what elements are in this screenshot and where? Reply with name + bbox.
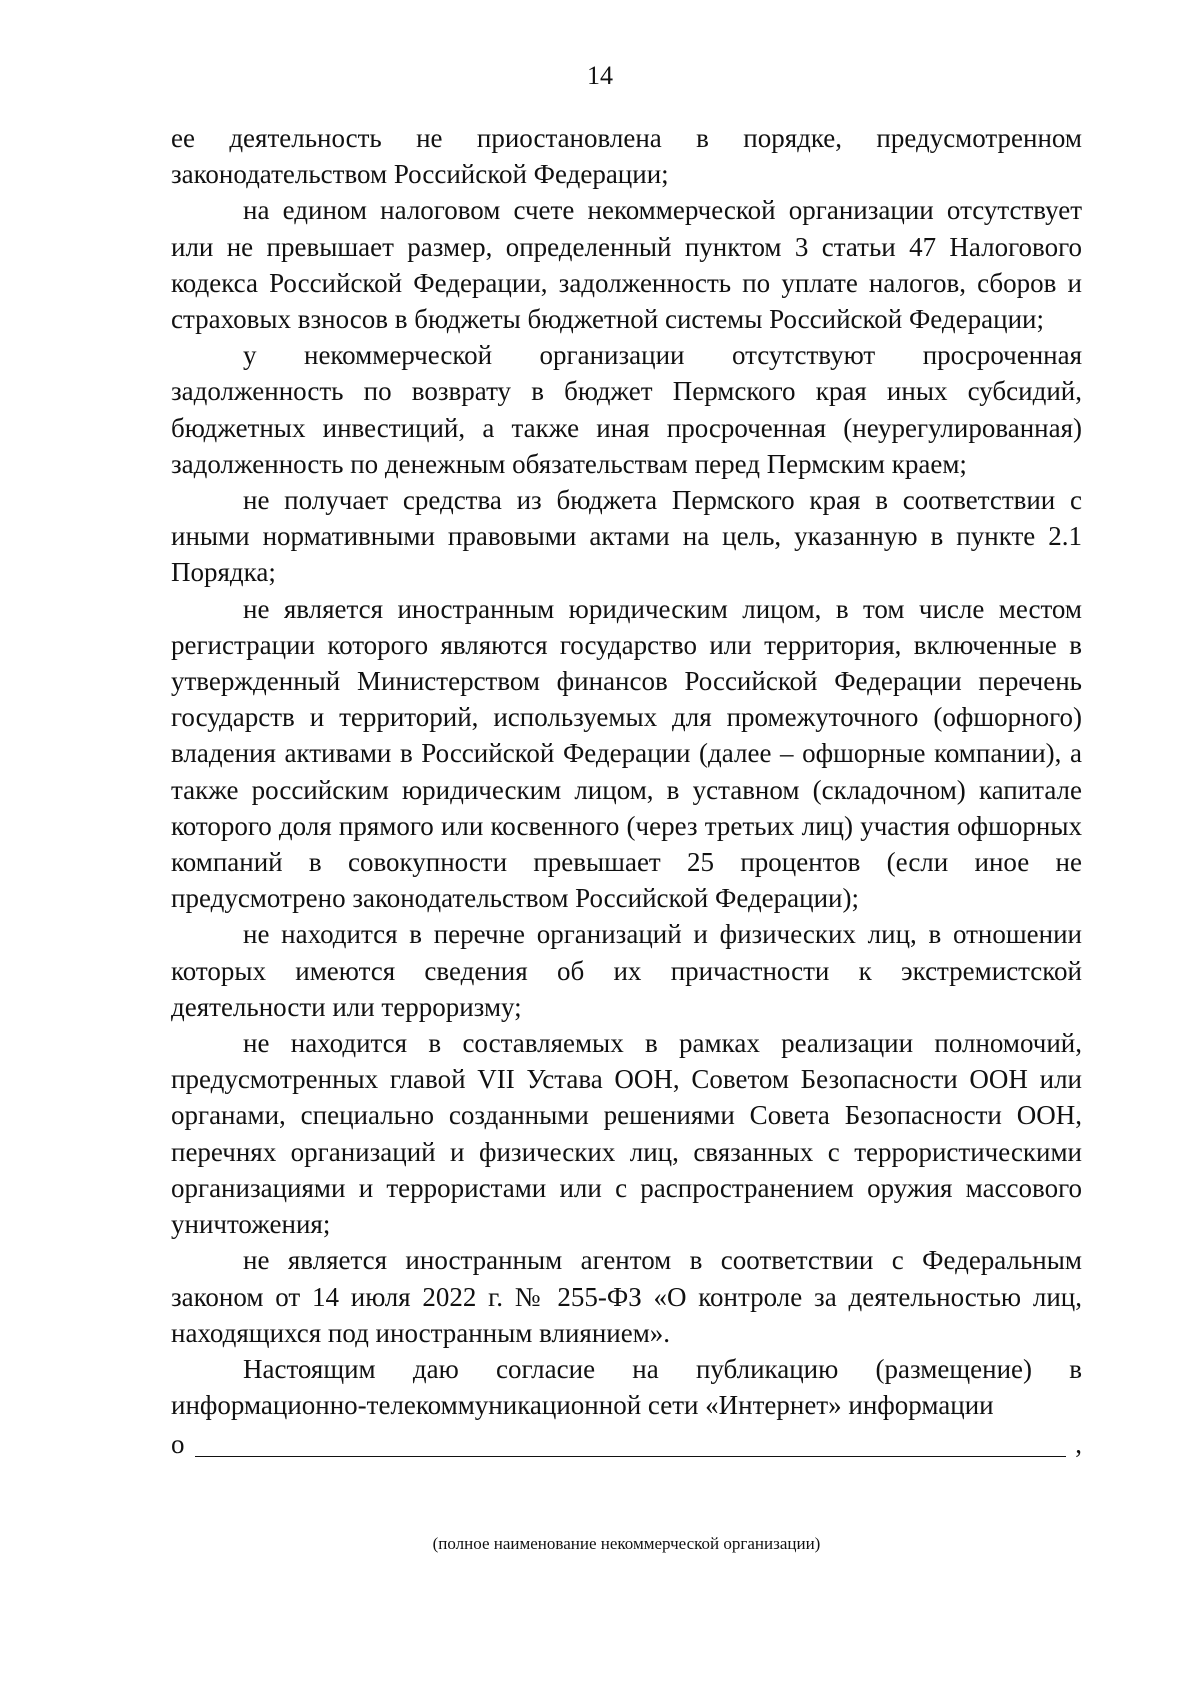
paragraph-4: не получает средства из бюджета Пермского края в соответствии с иными нормативными правовыми актами на цель, указанную в пункте 2.1 Порядка; xyxy=(171,485,1082,588)
blank-caption: (полное наименование некоммерческой организации) xyxy=(432,1534,821,1553)
blank-suffix: , xyxy=(1075,1429,1082,1460)
paragraph-5: не является иностранным юридическим лицом, в том числе местом регистрации которого являются государство или территория, включенные в утвержденный Министерством финансов Российской Федерации перечень государств и территорий, используемых для промежуточного (офшорного) владения активами в Российской Федерации (далее – офшорные компании), а также российским юридическим лицом, в уставном (складочном) капитале которого доля прямого или косвенного (через третьих лиц) участия офшорных компаний в совокупности превышает 25 процентов (если иное не предусмотрено законодательством Российской Федерации); xyxy=(171,593,1082,914)
paragraph-2: на едином налоговом счете некоммерческой организации отсутствует или не превышает размер, определенный пунктом 3 статьи 47 Налогового кодекса Российской Федерации, задолженность по уплате налогов, сборов и страховых взносов в бюджеты бюджетной системы Российской Федерации; xyxy=(171,195,1082,335)
page-number: 14 xyxy=(587,61,613,90)
document-body xyxy=(171,120,1082,1459)
blank-prefix: о xyxy=(171,1429,185,1460)
paragraph-3: у некоммерческой организации отсутствуют просроченная задолженность по возврату в бюджет Пермского края иных субсидий, бюджетных инвестиций, а также иная просроченная (неурегулированная) задолженность по денежным обязательствам перед Пермским краем; xyxy=(171,340,1082,479)
fill-in-line xyxy=(195,1434,1066,1457)
organization-name-blank xyxy=(171,1427,1082,1459)
paragraph-7: не находится в составляемых в рамках реализации полномочий, предусмотренных главой VII Устава ООН, Советом Безопасности ООН или органами, специально созданными решениями Совета Безопасности ООН, перечнях организаций и физических лиц, связанных с террористическими организациями и террористами или с распространением оружия массового уничтожения; xyxy=(171,1028,1082,1240)
paragraph-9: Настоящим даю согласие на публикацию (размещение) в информационно-телекоммуникационной сети «Интернет» информации xyxy=(171,1353,1082,1421)
paragraph-8: не является иностранным агентом в соответствии с Федеральным законом от 14 июля 2022 г. № 255-ФЗ «О контроле за деятельностью лиц, находящихся под иностранным влиянием». xyxy=(171,1245,1082,1348)
paragraph-6: не находится в перечне организаций и физических лиц, в отношении которых имеются сведения об их причастности к экстремистской деятельности или терроризму; xyxy=(171,919,1082,1022)
paragraph-1: ее деятельность не приостановлена в порядке, предусмотренном законодательством Российской Федерации; xyxy=(171,123,1082,190)
